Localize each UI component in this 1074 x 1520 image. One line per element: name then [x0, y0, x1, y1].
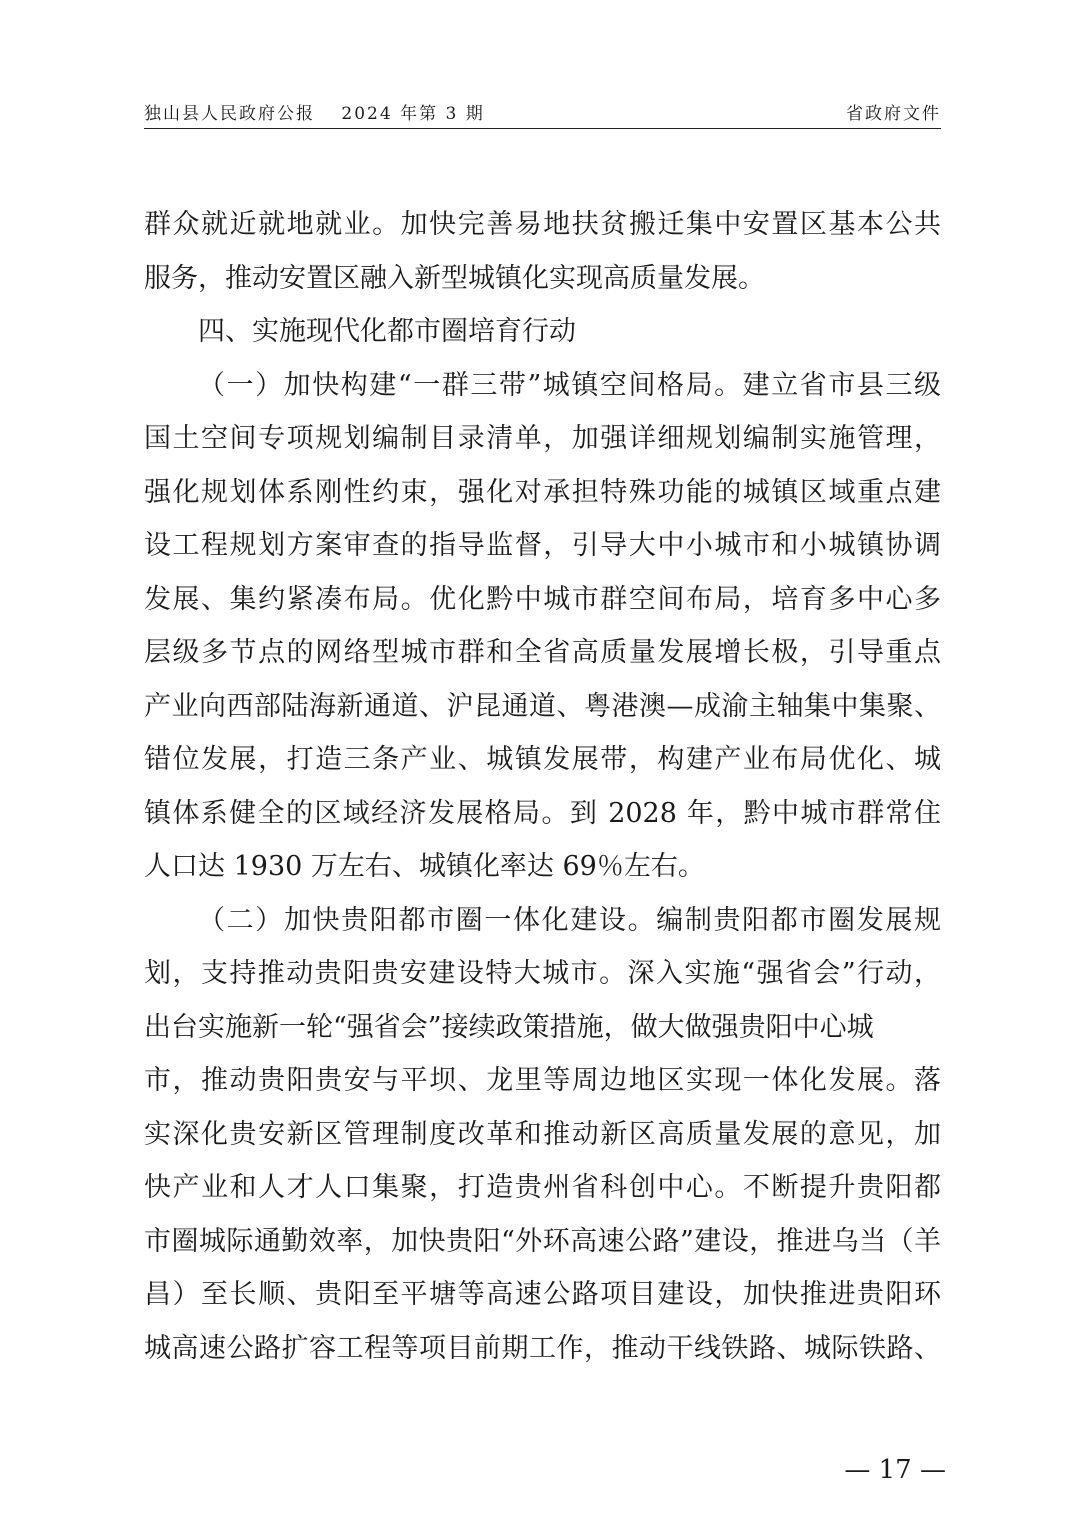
text-line: 群众就近就地就业。加快完善易地扶贫搬迁集中安置区基本公共	[144, 209, 941, 240]
page-number: — 17 —	[844, 1455, 946, 1485]
text-line: 城高速公路扩容工程等项目前期工作，推动干线铁路、城际铁路、	[144, 1332, 941, 1364]
body-text	[144, 198, 941, 1375]
header-rule	[144, 128, 941, 129]
header-section-title: 省政府文件	[846, 104, 941, 124]
text-line: 错位发展，打造三条产业、城镇发展带，构建产业布局优化、城	[144, 744, 941, 775]
text-line: 镇体系健全的区域经济发展格局。到 2028 年，黔中城市群常住	[144, 797, 941, 829]
text-line: 实深化贵安新区管理制度改革和推动新区高质量发展的意见，加	[144, 1118, 941, 1150]
text-line: 人口达 1930 万左右、城镇化率达 69％左右。	[144, 851, 705, 882]
text-line: 强化规划体系刚性约束，强化对承担特殊功能的城镇区域重点建	[144, 476, 941, 508]
text-line: 市，推动贵阳贵安与平坝、龙里等周边地区实现一体化发展。落	[144, 1065, 941, 1096]
text-line: 昌）至长顺、贵阳至平塘等高速公路项目建设，加快推进贵阳环	[144, 1279, 941, 1310]
text-line: 层级多节点的网络型城市群和全省高质量发展增长极，引导重点	[144, 637, 941, 668]
section-heading: 四、实施现代化都市圈培育行动	[198, 316, 576, 347]
paragraph-start-line: （二）加快贵阳都市圈一体化建设。编制贵阳都市圈发展规	[198, 904, 941, 936]
text-line: 出台实施新一轮“强省会”接续政策措施，做大做强贵阳中心城	[144, 1011, 874, 1043]
text-line: 产业向西部陆海新通道、沪昆通道、粤港澳—成渝主轴集中集聚、	[144, 690, 941, 722]
header-publication-issue: 独山县人民政府公报 2024 年第 3 期	[144, 104, 485, 124]
text-line: 划，支持推动贵阳贵安建设特大城市。深入实施“强省会”行动，	[144, 958, 941, 989]
running-header	[144, 103, 941, 125]
text-line: 国土空间专项规划编制目录清单，加强详细规划编制实施管理，	[144, 423, 941, 454]
text-line: 市圈城际通勤效率，加快贵阳“外环高速公路”建设，推进乌当（羊	[144, 1225, 941, 1257]
paragraph-start-line: （一）加快构建“一群三带”城镇空间格局。建立省市县三级	[198, 369, 941, 401]
text-line: 发展、集约紧凑布局。优化黔中城市群空间布局，培育多中心多	[144, 583, 941, 615]
text-line: 服务，推动安置区融入新型城镇化实现高质量发展。	[144, 262, 765, 294]
text-line: 设工程规划方案审查的指导监督，引导大中小城市和小城镇协调	[144, 530, 941, 561]
text-line: 快产业和人才人口集聚，打造贵州省科创中心。不断提升贵阳都	[144, 1172, 941, 1203]
